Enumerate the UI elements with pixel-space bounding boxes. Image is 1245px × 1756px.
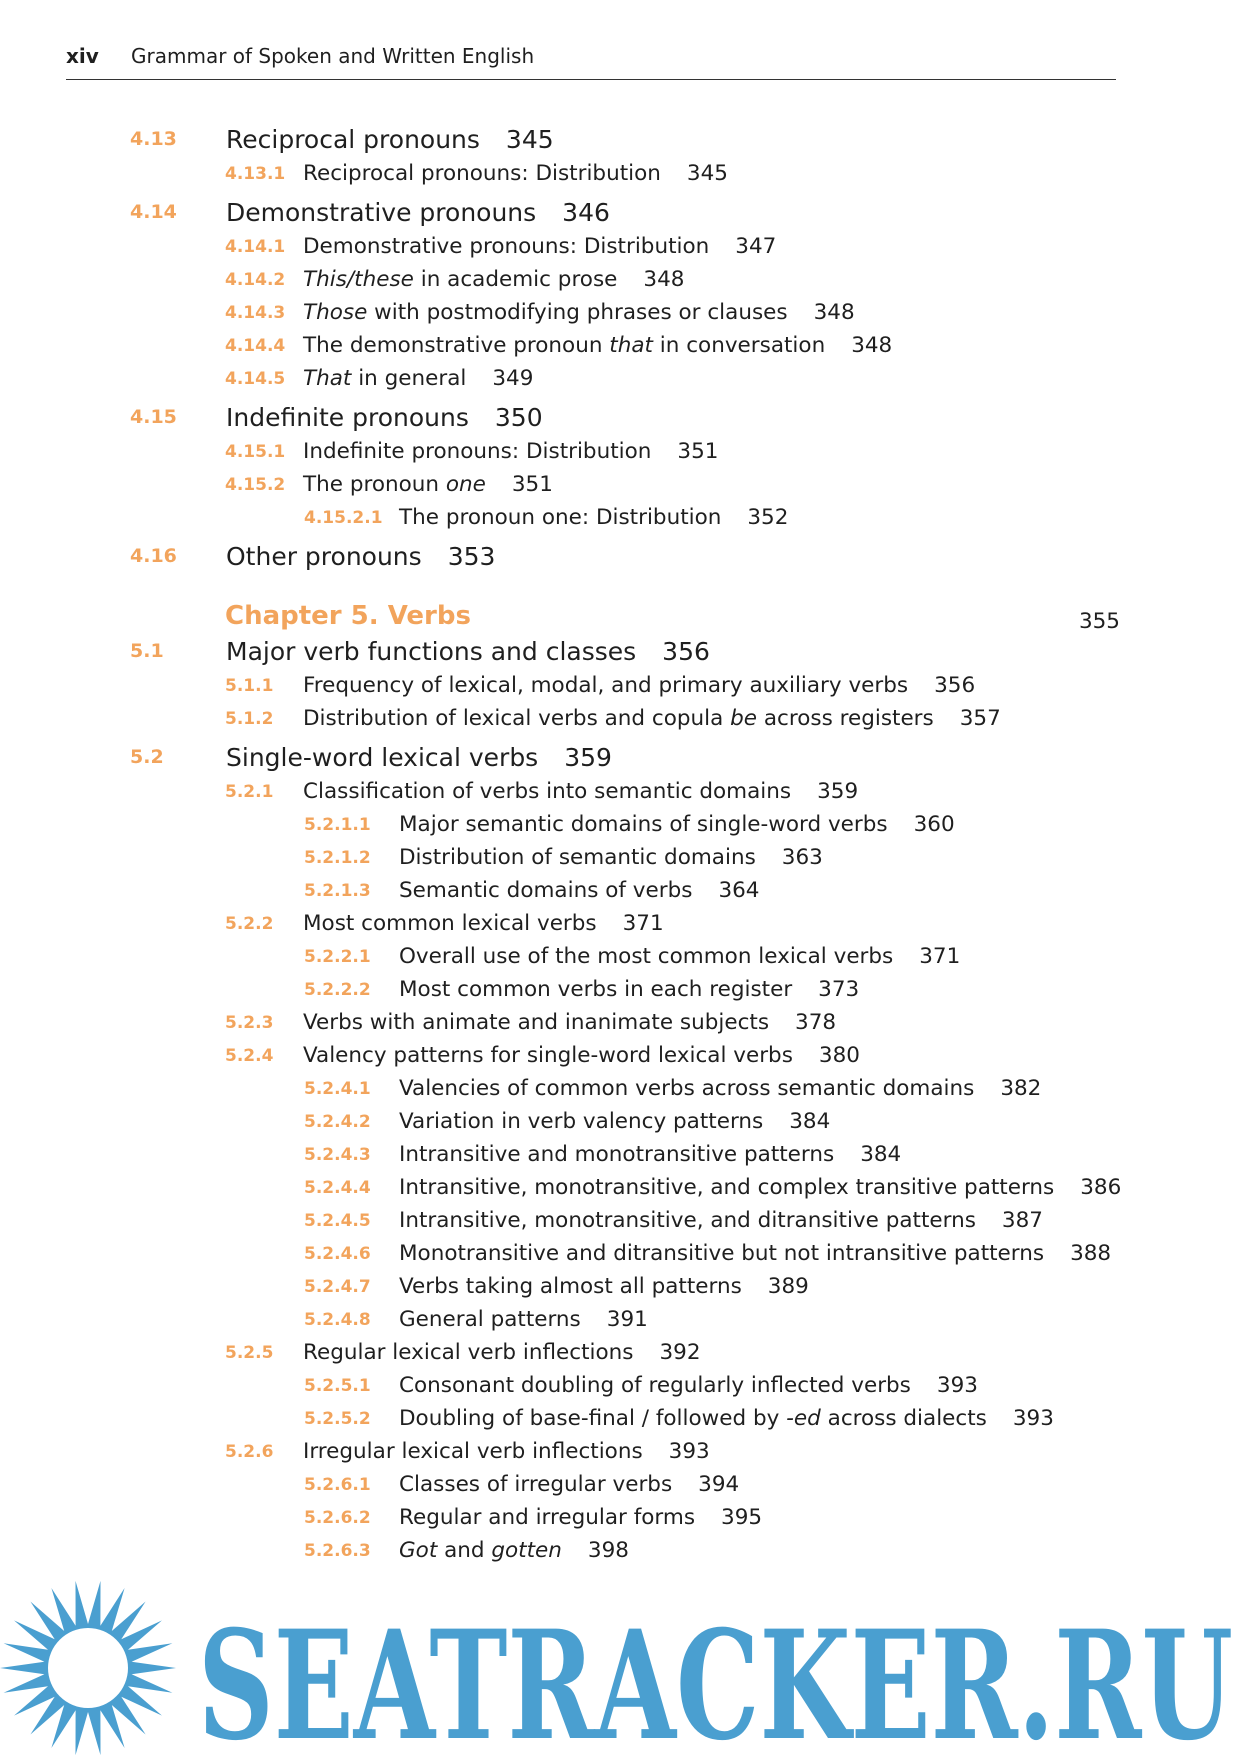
entry-page-number: 398 [587,1538,629,1563]
title-part: Intransitive, monotransitive, and ditransitive patterns [399,1208,976,1233]
sun-burst-icon [0,1581,176,1755]
entry-page-number: 392 [659,1340,701,1365]
section-number: 5.2.2.2 [304,980,371,1000]
entry-page-number: 387 [1001,1208,1043,1233]
running-title: Grammar of Spoken and Written English [131,44,535,68]
section-number: 4.13 [130,128,177,150]
entry-title [226,125,554,154]
title-part: Overall use of the most common lexical verbs [399,944,894,969]
entry-title [303,779,858,804]
entry-title [399,1076,1041,1101]
entry-title [303,366,533,391]
title-part: Distribution of semantic domains [399,845,756,870]
title-part: be [730,706,758,731]
entry-page-number: 346 [562,198,610,227]
entry-page-number: 356 [662,637,710,666]
title-part: Major verb functions and classes [226,637,637,666]
entry-page-number: 359 [564,743,612,772]
section-number: 4.14.2 [225,270,286,290]
title-part: General patterns [399,1307,581,1332]
entry-page-number: 364 [718,878,760,903]
entry-page-number: 391 [606,1307,648,1332]
section-number: 5.2.3 [225,1013,274,1033]
title-part: across registers [757,706,934,731]
entry-title [303,439,718,464]
title-part: Got [399,1538,438,1563]
section-number: 4.13.1 [225,164,286,184]
entry-title [399,1274,809,1299]
title-part: Doubling of base-final / followed by [399,1406,787,1431]
title-part: Most common lexical verbs [303,911,597,936]
section-number: 5.2.4.4 [304,1178,371,1198]
section-number: 4.14.4 [225,336,286,356]
chapter-heading: Chapter 5. Verbs [225,601,471,631]
title-part: Valency patterns for single-word lexical verbs [303,1043,793,1068]
section-number: 5.2.6.2 [304,1508,371,1528]
title-part: one [445,472,486,497]
entry-title [399,1142,901,1167]
entry-title [399,1538,629,1563]
entry-title [399,977,859,1002]
section-number: 5.2.4.8 [304,1310,371,1330]
title-part: Single-word lexical verbs [226,743,539,772]
section-number: 5.2.1.3 [304,881,371,901]
entry-title [303,1010,836,1035]
entry-page-number: 378 [795,1010,837,1035]
title-part: That [303,366,352,391]
entry-title [399,1175,1121,1200]
title-part: Monotransitive and ditransitive but not intransitive patterns [399,1241,1045,1266]
entry-title [399,1307,648,1332]
section-number: 5.2.5.2 [304,1409,371,1429]
page-number: xiv [66,44,99,68]
title-part: Reciprocal pronouns [226,125,480,154]
title-part: Demonstrative pronouns: Distribution [303,234,710,259]
title-part: that [609,333,653,358]
entry-page-number: 395 [721,1505,763,1530]
title-part: in academic prose [413,267,618,292]
title-part: Semantic domains of verbs [399,878,693,903]
entry-page-number: 388 [1070,1241,1112,1266]
title-part: in general [351,366,467,391]
title-part: The pronoun [303,472,446,497]
section-number: 5.2.1 [225,782,274,802]
section-number: 4.15 [130,406,177,428]
title-part: Other pronouns [226,542,422,571]
title-part: Indefinite pronouns: Distribution [303,439,652,464]
title-part: Intransitive and monotransitive patterns [399,1142,835,1167]
entry-page-number: 393 [1012,1406,1054,1431]
section-number: 5.1.1 [225,676,274,696]
watermark-logo [0,1570,1245,1756]
title-part: Distribution of lexical verbs and copula [303,706,731,731]
entry-title [303,472,553,497]
title-part: Irregular lexical verb inflections [303,1439,643,1464]
entry-page-number: 393 [668,1439,710,1464]
title-part: Intransitive, monotransitive, and complex transitive patterns [399,1175,1055,1200]
title-part: Verbs taking almost all patterns [399,1274,742,1299]
entry-title [226,637,710,666]
section-number: 4.15.1 [225,442,286,462]
entry-title [226,403,543,432]
section-number: 5.2.4.1 [304,1079,371,1099]
entry-page-number: 351 [511,472,553,497]
section-number: 4.14.3 [225,303,286,323]
entry-page-number: 357 [959,706,1001,731]
title-part: Valencies of common verbs across semantic domains [399,1076,975,1101]
title-part: Regular lexical verb inflections [303,1340,634,1365]
entry-page-number: 384 [789,1109,831,1134]
entry-title [399,812,955,837]
title-part: with postmodifying phrases or clauses [367,300,788,325]
entry-title [303,673,975,698]
title-part: Variation in verb valency patterns [399,1109,764,1134]
entry-page-number: 348 [813,300,855,325]
entry-title [399,505,788,530]
entry-title [399,1208,1043,1233]
entry-page-number: 386 [1080,1175,1122,1200]
entry-title [399,944,960,969]
section-number: 4.14.5 [225,369,286,389]
section-number: 5.2.4 [225,1046,274,1066]
entry-page-number: 384 [860,1142,902,1167]
title-part: Indefinite pronouns [226,403,469,432]
section-number: 5.2.2 [225,914,274,934]
entry-title [303,234,776,259]
title-part: Regular and irregular forms [399,1505,696,1530]
entry-title [303,1340,701,1365]
title-part: -ed [786,1406,821,1431]
section-number: 5.2.1.2 [304,848,371,868]
title-part: Classification of verbs into semantic domains [303,779,792,804]
entry-page-number: 394 [698,1472,740,1497]
entry-title [399,878,759,903]
section-number: 5.1.2 [225,709,274,729]
entry-title [399,1406,1054,1431]
section-number: 5.2.5 [225,1343,274,1363]
title-part: gotten [491,1538,562,1563]
entry-page-number: 348 [643,267,685,292]
section-number: 5.2.5.1 [304,1376,371,1396]
entry-title [399,1472,739,1497]
chapter-page-number: 355 [1078,609,1120,634]
title-part: Those [303,300,368,325]
entry-title [226,743,612,772]
section-number: 5.1 [130,640,164,662]
entry-page-number: 382 [1000,1076,1042,1101]
section-number: 5.2.4.6 [304,1244,371,1264]
entry-title [303,1043,860,1068]
title-part: Consonant doubling of regularly inflected verbs [399,1373,911,1398]
title-part: in conversation [652,333,826,358]
title-part: This/these [303,267,414,292]
title-part: The demonstrative pronoun [303,333,610,358]
section-number: 5.2.6.3 [304,1541,371,1561]
title-part: Most common verbs in each register [399,977,793,1002]
section-number: 5.2.4.2 [304,1112,371,1132]
section-number: 5.2.6 [225,1442,274,1462]
entry-page-number: 371 [622,911,664,936]
section-number: 5.2.4.5 [304,1211,371,1231]
section-number: 4.14 [130,201,177,223]
entry-page-number: 389 [767,1274,809,1299]
entry-title [399,1505,762,1530]
entry-page-number: 350 [494,403,543,432]
entry-title [399,1241,1111,1266]
entry-title [303,267,684,292]
title-part: across dialects [820,1406,987,1431]
entry-page-number: 356 [934,673,976,698]
entry-title [303,333,892,358]
entry-title [226,542,495,571]
title-part: and [437,1538,492,1563]
title-part: Frequency of lexical, modal, and primary auxiliary verbs [303,673,909,698]
title-part: Reciprocal pronouns: Distribution [303,161,661,186]
section-number: 5.2 [130,746,164,768]
entry-page-number: 393 [936,1373,978,1398]
entry-page-number: 345 [505,125,554,154]
section-number: 4.15.2.1 [304,508,383,528]
entry-title [226,198,610,227]
title-part: Verbs with animate and inanimate subjects [303,1010,770,1035]
entry-title [303,911,664,936]
section-number: 5.2.2.1 [304,947,371,967]
entry-page-number: 371 [919,944,961,969]
section-number: 5.2.6.1 [304,1475,371,1495]
entry-page-number: 373 [818,977,860,1002]
entry-page-number: 359 [817,779,859,804]
section-number: 4.14.1 [225,237,286,257]
title-part: Major semantic domains of single-word verbs [399,812,888,837]
entry-title [399,1109,830,1134]
entry-page-number: 347 [735,234,777,259]
entry-page-number: 360 [913,812,955,837]
section-number: 5.2.1.1 [304,815,371,835]
entry-page-number: 345 [686,161,728,186]
entry-title [303,1439,710,1464]
entry-page-number: 351 [677,439,719,464]
watermark-text: SEATRACKER.RU [198,1598,1233,1756]
entry-title [303,161,728,186]
entry-title [399,845,823,870]
entry-page-number: 348 [851,333,893,358]
entry-title [303,706,1001,731]
title-part: The pronoun one: Distribution [399,505,722,530]
entry-page-number: 363 [781,845,823,870]
entry-title [399,1373,978,1398]
entry-page-number: 380 [818,1043,860,1068]
section-number: 4.16 [130,545,177,567]
section-number: 5.2.4.7 [304,1277,371,1297]
entry-page-number: 349 [492,366,534,391]
section-number: 4.15.2 [225,475,286,495]
title-part: Demonstrative pronouns [226,198,537,227]
title-part: Classes of irregular verbs [399,1472,673,1497]
entry-page-number: 353 [447,542,496,571]
entry-page-number: 352 [747,505,789,530]
section-number: 5.2.4.3 [304,1145,371,1165]
entry-title [303,300,855,325]
